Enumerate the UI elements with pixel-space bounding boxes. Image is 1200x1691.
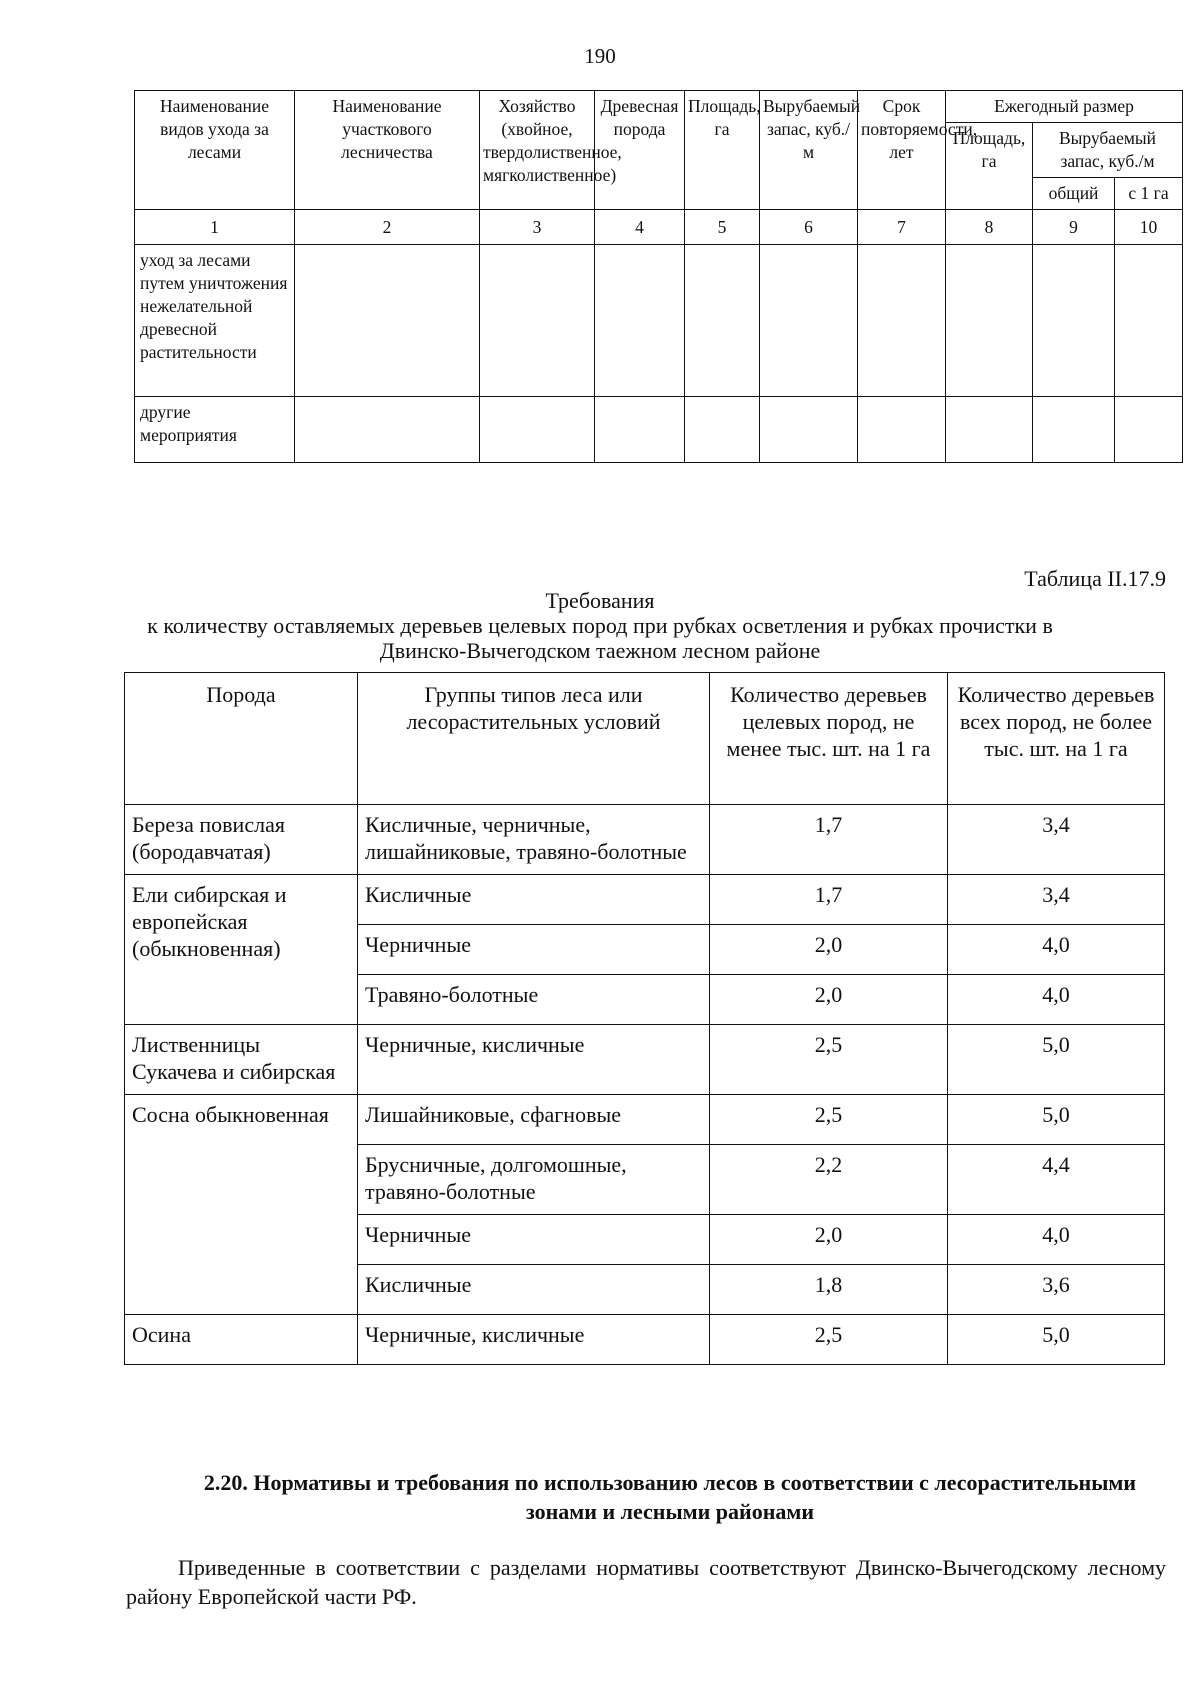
t1-header-annual-area: Площадь, га [946, 123, 1033, 210]
t1-header-period: Срок повторяемости, лет [858, 91, 946, 210]
t1-col-number: 9 [1033, 210, 1115, 245]
table-row [125, 1095, 1165, 1145]
t1-header-annual: Ежегодный размер [946, 91, 1183, 123]
t1-col-number: 5 [685, 210, 760, 245]
t2-target: 2,2 [710, 1145, 948, 1215]
t2-target: 2,5 [710, 1095, 948, 1145]
tree-count-requirements-table [124, 672, 1165, 1365]
t1-col-number: 2 [295, 210, 480, 245]
forest-care-table [134, 90, 1183, 463]
t2-all: 4,4 [948, 1145, 1165, 1215]
t1-col-number: 3 [480, 210, 595, 245]
t2-species: Осина [125, 1315, 358, 1365]
t2-all: 3,6 [948, 1265, 1165, 1315]
t1-col-number: 8 [946, 210, 1033, 245]
t2-target: 1,8 [710, 1265, 948, 1315]
t1-header-total: общий [1033, 178, 1115, 210]
t2-header-all-count: Количество деревьев всех пород, не более тыс. шт. на 1 га [948, 673, 1165, 805]
t1-header-species: Древесная порода [595, 91, 685, 210]
t2-all: 3,4 [948, 805, 1165, 875]
t2-header-species: Порода [125, 673, 358, 805]
t2-all: 5,0 [948, 1095, 1165, 1145]
table-row [125, 1315, 1165, 1365]
t1-col-number: 6 [760, 210, 858, 245]
t2-species: Ели сибирская и европейская (обыкновенная) [125, 875, 358, 1025]
t2-group: Кисличные, черничные, лишайниковые, травяно-болотные [358, 805, 710, 875]
t2-group: Травяно-болотные [358, 975, 710, 1025]
t2-species: Лиственницы Сукачева и сибирская [125, 1025, 358, 1095]
t1-row-label: другие мероприятия [135, 397, 295, 463]
t2-group: Кисличные [358, 875, 710, 925]
t2-target: 2,0 [710, 1215, 948, 1265]
t2-all: 5,0 [948, 1025, 1165, 1095]
t2-header-forest-group: Группы типов леса или лесорастительных условий [358, 673, 710, 805]
t2-target: 2,5 [710, 1315, 948, 1365]
t2-all: 4,0 [948, 975, 1165, 1025]
t2-group: Черничные, кисличные [358, 1315, 710, 1365]
section-title: 2.20. Нормативы и требования по использованию лесов в соответствии с лесорастительными зонами и лесными районами [203, 1470, 1137, 1524]
t2-species: Сосна обыкновенная [125, 1095, 358, 1315]
t2-group: Черничные [358, 1215, 710, 1265]
t1-row-label: уход за лесами путем уничтожения нежелательной древесной растительности [135, 245, 295, 397]
t2-all: 4,0 [948, 1215, 1165, 1265]
table-row [135, 245, 1183, 397]
t2-target: 2,0 [710, 925, 948, 975]
table-row [135, 397, 1183, 463]
t2-group: Кисличные [358, 1265, 710, 1315]
table-row [125, 875, 1165, 925]
t2-target: 1,7 [710, 875, 948, 925]
t1-col-number: 7 [858, 210, 946, 245]
t2-target: 2,5 [710, 1025, 948, 1095]
table-row [125, 805, 1165, 875]
t2-header-target-count: Количество деревьев целевых пород, не менее тыс. шт. на 1 га [710, 673, 948, 805]
table-title [120, 588, 1080, 663]
t2-target: 2,0 [710, 975, 948, 1025]
t2-target: 1,7 [710, 805, 948, 875]
t1-header-area: Площадь, га [685, 91, 760, 210]
t1-col-number: 10 [1115, 210, 1183, 245]
t2-group: Брусничные, долгомошные, травяно-болотные [358, 1145, 710, 1215]
table-row [125, 1025, 1165, 1095]
table-title-line1: Требования [545, 588, 655, 613]
t2-all: 4,0 [948, 925, 1165, 975]
t2-group: Черничные [358, 925, 710, 975]
t2-all: 3,4 [948, 875, 1165, 925]
t1-header-care-type: Наименование видов ухода за лесами [135, 91, 295, 210]
t1-col-number: 4 [595, 210, 685, 245]
t1-header-economy: Хозяйство (хвойное, твердолиственное, мягколиственное) [480, 91, 595, 210]
t2-group: Черничные, кисличные [358, 1025, 710, 1095]
t1-header-forestry: Наименование участкового лесничества [295, 91, 480, 210]
page-number: 190 [584, 44, 616, 68]
section-paragraph: Приведенные в соответствии с разделами нормативы соответствуют Двинско-Вычегодскому лесному району Европейской части РФ. [126, 1555, 1166, 1609]
t1-header-annual-stock: Вырубаемый запас, куб./м [1033, 123, 1183, 178]
t1-col-number: 1 [135, 210, 295, 245]
t2-species: Береза повислая (бородавчатая) [125, 805, 358, 875]
t1-header-stock: Вырубаемый запас, куб./м [760, 91, 858, 210]
table-label: Таблица II.17.9 [1024, 566, 1166, 591]
table-title-line2: к количеству оставляемых деревьев целевых пород при рубках осветления и рубках прочистки в Двинско-Вычегодском таежном лесном районе [147, 613, 1053, 663]
t2-all: 5,0 [948, 1315, 1165, 1365]
t2-group: Лишайниковые, сфагновые [358, 1095, 710, 1145]
t1-header-per-ha: с 1 га [1115, 178, 1183, 210]
